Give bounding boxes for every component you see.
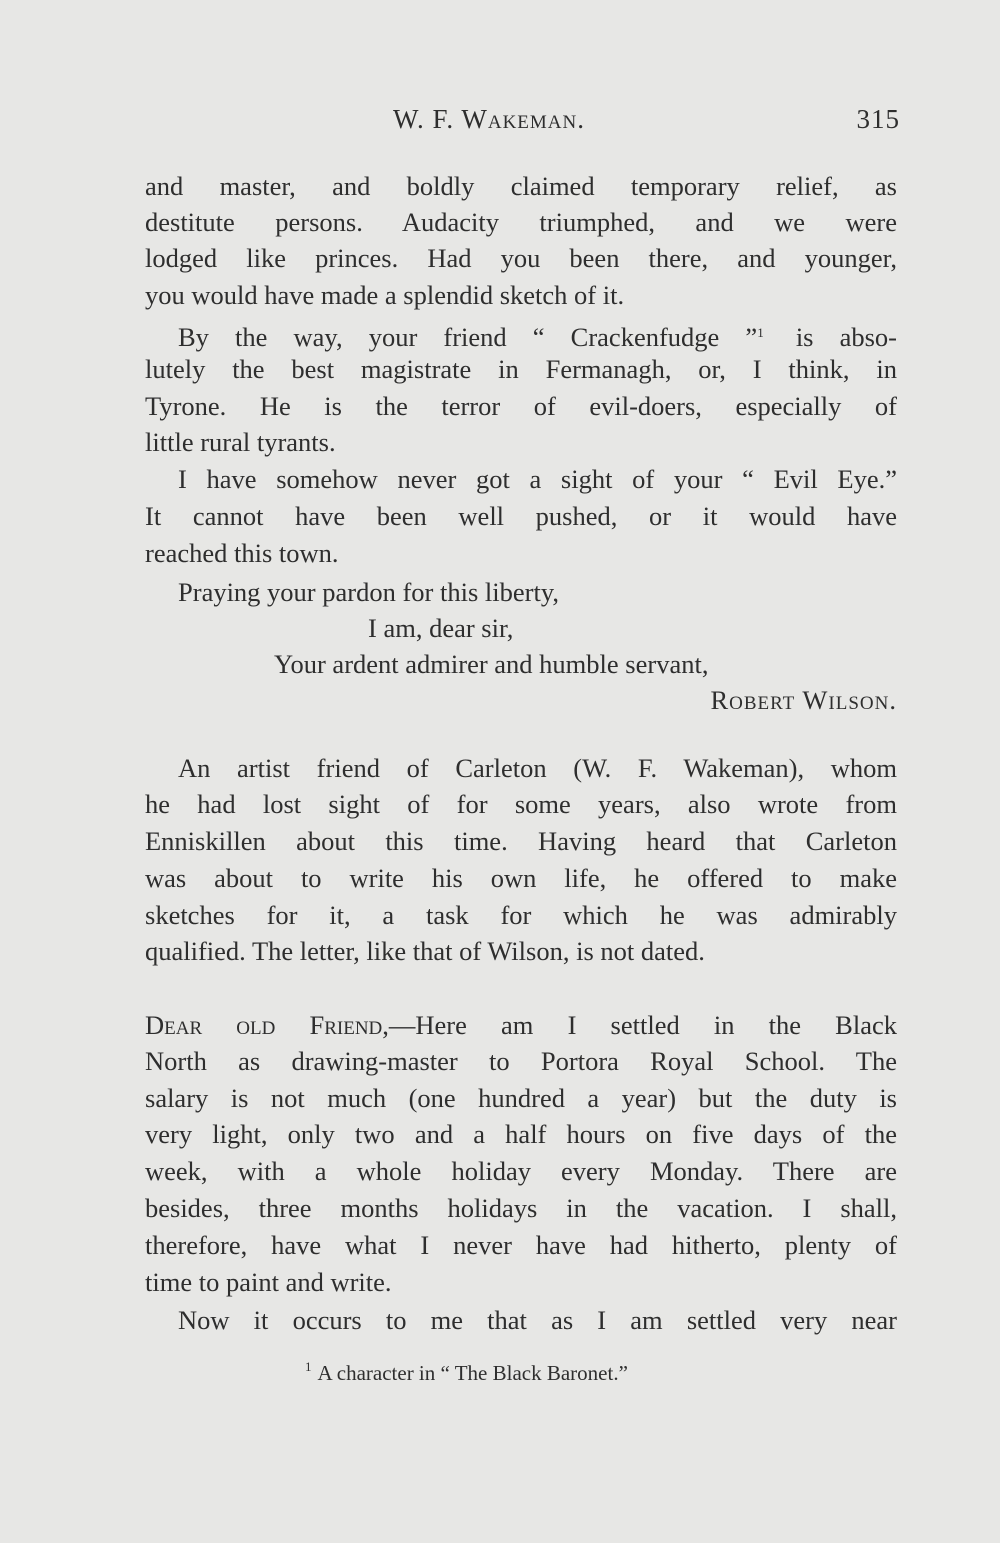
closing-line: Praying your pardon for this liberty, (178, 577, 559, 607)
body-line: very light, only two and a half hours on five days of the (145, 1119, 897, 1149)
body-line: therefore, have what I never have had hitherto, plenty of (145, 1230, 897, 1260)
body-line: time to paint and write. (145, 1267, 392, 1297)
closing-line: Your ardent admirer and humble servant, (274, 649, 709, 679)
body-text: By the way, your friend “ Crackenfudge ” (178, 322, 758, 352)
body-line: you would have made a splendid sketch of it. (145, 280, 625, 310)
body-line: he had lost sight of for some years, also wrote from (145, 789, 897, 819)
signature: Robert Wilson. (710, 685, 897, 715)
body-line: reached this town. (145, 538, 339, 568)
footnote-marker: 1 (305, 1359, 312, 1374)
body-line: was about to write his own life, he offered to make (145, 863, 897, 893)
salutation: Dear old Friend, (145, 1010, 389, 1040)
body-line: week, with a whole holiday every Monday. There are (145, 1156, 897, 1186)
body-line: It cannot have been well pushed, or it would have (145, 501, 897, 531)
body-line: Now it occurs to me that as I am settled very near (178, 1305, 897, 1335)
body-line: An artist friend of Carleton (W. F. Wakeman), whom (178, 753, 897, 783)
footnote-reference: 1 (757, 325, 764, 340)
body-line: lodged like princes. Had you been there, and younger, (145, 243, 897, 273)
page-header (145, 104, 900, 144)
letter-salutation-line (145, 1007, 897, 1043)
body-line: I have somehow never got a sight of your “ Evil Eye.” (178, 464, 897, 494)
body-line: lutely the best magistrate in Fermanagh, or, I think, in (145, 354, 897, 384)
body-line: Tyrone. He is the terror of evil-doers, especially of (145, 391, 897, 421)
body-line: besides, three months holidays in the vacation. I shall, (145, 1193, 897, 1223)
body-line: qualified. The letter, like that of Wilson, is not dated. (145, 936, 705, 966)
body-line: destitute persons. Audacity triumphed, and we were (145, 207, 897, 237)
closing-line: I am, dear sir, (368, 613, 514, 643)
body-line: little rural tyrants. (145, 427, 336, 457)
body-line-with-footnote-ref (178, 315, 897, 355)
running-title: W. F. Wakeman. (393, 104, 585, 134)
footnote-text: A character in “ The Black Baronet.” (317, 1361, 628, 1385)
body-line: Enniskillen about this time. Having heard that Carleton (145, 826, 897, 856)
body-line: sketches for it, a task for which he was admirably (145, 900, 897, 930)
body-line: North as drawing-master to Portora Royal School. The (145, 1046, 897, 1076)
body-line: and master, and boldly claimed temporary relief, as (145, 171, 897, 201)
page-number: 315 (856, 104, 900, 134)
body-text: is abso- (795, 322, 898, 352)
footnote (305, 1353, 628, 1387)
body-text: —Here am I settled in the Black (388, 1010, 897, 1040)
body-line: salary is not much (one hundred a year) but the duty is (145, 1083, 897, 1113)
